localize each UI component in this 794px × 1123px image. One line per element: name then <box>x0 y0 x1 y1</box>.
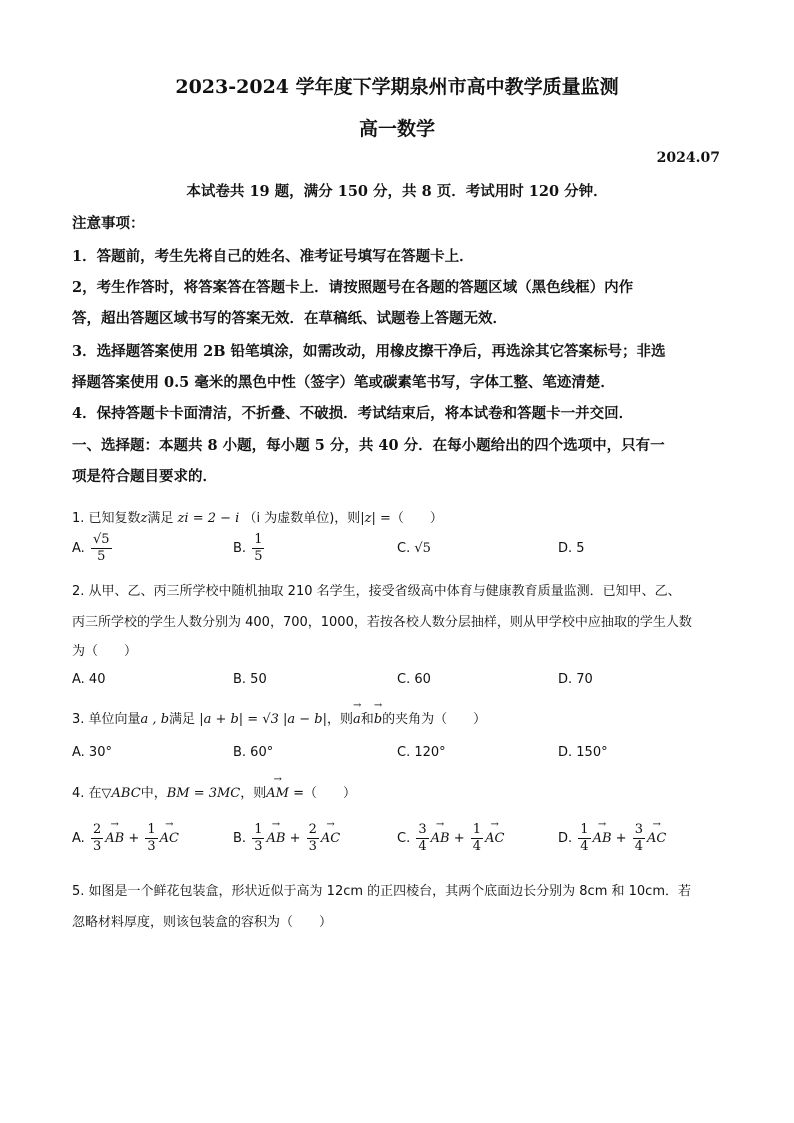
q1-mid: 满足 <box>147 511 174 526</box>
q3-vectors: a , b <box>140 712 170 727</box>
q4-triangle: ▽ABC <box>101 786 141 801</box>
question-5-line-2: 忽略材料厚度，则该包装盒的容积为（ ） <box>72 915 333 930</box>
q4-option-b[interactable] <box>233 822 340 855</box>
frac-numerator: 3 <box>418 822 427 837</box>
frac <box>416 822 428 855</box>
vector-ab: → AB <box>593 831 612 846</box>
q1-option-c[interactable] <box>397 541 431 556</box>
q4-equation: BM = 3MC <box>166 786 241 801</box>
q4-option-a-label: A. <box>72 831 85 846</box>
vector-ac: → AC <box>647 831 666 846</box>
q1-option-a-label: A. <box>72 541 85 556</box>
q2-option-c[interactable]: C. 60 <box>397 672 431 687</box>
question-2-line-3: 为（ ） <box>72 644 138 659</box>
vector-ab: → AB <box>105 831 124 846</box>
frac-denominator: 3 <box>254 839 263 854</box>
frac <box>307 822 319 855</box>
notice-item-4: 4．保持答题卡卡面清洁，不折叠、不破损．考试结束后，将本试卷和答题卡一并交回． <box>72 405 634 422</box>
question-2-line-2: 丙三所学校的学生人数分别为 400，700，1000，若按各校人数分层抽样，则从甲学校中应抽取的学生人数 <box>72 615 692 630</box>
q4-option-d-label: D. <box>558 831 573 846</box>
vector-ac: → AC <box>160 831 179 846</box>
q4-prefix: 4. 在 <box>72 786 102 801</box>
exam-info: 本试卷共 19 题，满分 150 分，共 8 页．考试用时 120 分钟． <box>186 183 608 200</box>
frac-numerator: 1 <box>254 822 263 837</box>
plus: + <box>453 831 465 846</box>
q3-tail: ，则 <box>327 712 354 727</box>
question-5-line-1: 5. 如图是一个鲜花包装盒，形状近似于高为 12cm 的正四棱台，其两个底面边长分别为 8cm 和 10cm．若 <box>72 884 691 899</box>
q4-option-c[interactable] <box>397 822 504 855</box>
notice-heading: 注意事项： <box>72 215 145 232</box>
frac-numerator: 2 <box>92 822 102 837</box>
notice-item-3-line-1: 3．选择题答案使用 2B 铅笔填涂，如需改动，用橡皮擦干净后，再选涂其它答案标号；非选 <box>72 343 666 360</box>
notice-item-1: 1．答题前，考生先将自己的姓名、准考证号填写在答题卡上． <box>72 248 474 265</box>
q3-vector-a: → a <box>353 712 361 727</box>
q1-option-b-frac <box>252 532 264 565</box>
q3-option-a[interactable]: A. 30° <box>72 745 112 760</box>
q1-option-a-frac <box>91 532 112 565</box>
q4-vector-am: → AM <box>266 786 289 801</box>
section-heading-line-1: 一、选择题：本题共 8 小题，每小题 5 分，共 40 分．在每小题给出的四个选项中，只有一 <box>72 437 665 454</box>
q3-vector-b: → b <box>374 712 382 727</box>
frac-denominator: 3 <box>147 839 156 854</box>
q1-paren: （ ） <box>390 511 443 526</box>
exam-title: 2023-2024 学年度下学期泉州市高中教学质量监测 <box>175 76 619 98</box>
q4-option-a[interactable] <box>72 822 179 855</box>
q4-option-b-label: B. <box>233 831 247 846</box>
q1-abs: |z| = <box>360 511 391 526</box>
q4-tail: ，则 <box>240 786 267 801</box>
frac-denominator: 4 <box>634 839 643 854</box>
q2-option-b[interactable]: B. 50 <box>233 672 267 687</box>
frac-numerator: 3 <box>634 822 643 837</box>
notice-item-2-line-1: 2，考生作答时，将答案答在答题卡上．请按照题号在各题的答题区域（黑色线框）内作 <box>72 279 634 296</box>
q3-prefix: 3. 单位向量 <box>72 712 141 727</box>
q1-option-b[interactable] <box>233 532 266 565</box>
q4-mid: 中， <box>140 786 167 801</box>
vector-ac: → AC <box>321 831 340 846</box>
q4-end: =（ ） <box>288 786 357 801</box>
q2-option-d[interactable]: D. 70 <box>558 672 593 687</box>
q3-mid: 满足 <box>169 712 196 727</box>
q1-prefix: 1. 已知复数 <box>72 511 141 526</box>
frac-denominator: 4 <box>472 839 482 854</box>
frac-denominator: 3 <box>92 839 102 854</box>
frac <box>145 822 157 855</box>
frac <box>252 822 264 855</box>
question-1 <box>72 507 732 526</box>
frac <box>471 822 483 855</box>
vector-ac: → AC <box>485 831 504 846</box>
q3-and: 和 <box>360 712 374 727</box>
plus: + <box>128 831 140 846</box>
plus: + <box>289 831 301 846</box>
q3-end: 的夹角为（ ） <box>382 712 487 727</box>
frac-numerator: 1 <box>254 532 263 547</box>
q3-equation: |a + b| = √3 |a − b| <box>199 712 328 727</box>
q1-option-c-label: C. <box>397 541 411 556</box>
frac-numerator: 2 <box>308 822 317 837</box>
q1-note: （i 为虚数单位)，则 <box>243 511 361 526</box>
frac-numerator: 1 <box>147 822 156 837</box>
question-4 <box>72 782 732 801</box>
frac-numerator: 1 <box>580 822 589 837</box>
notice-item-3-line-2: 择题答案使用 0.5 毫米的黑色中性（签字）笔或碳素笔书写，字体工整、笔迹清楚． <box>72 374 615 391</box>
exam-subtitle: 高一数学 <box>358 118 435 140</box>
frac-denominator: 5 <box>254 549 263 564</box>
frac-denominator: 5 <box>97 549 106 564</box>
exam-date: 2024.07 <box>656 150 720 166</box>
q1-equation: zi = 2 − i <box>177 511 240 526</box>
vector-ab: → AB <box>431 831 450 846</box>
frac <box>578 822 590 855</box>
question-2-line-1: 2. 从甲、乙、丙三所学校中随机抽取 210 名学生，接受省级高中体育与健康教育质量监测．已知甲、乙、 <box>72 584 681 599</box>
q4-option-d[interactable] <box>558 822 666 855</box>
notice-item-2-line-2: 答，超出答题区域书写的答案无效．在草稿纸、试题卷上答题无效． <box>72 310 507 327</box>
q2-option-a[interactable]: A. 40 <box>72 672 106 687</box>
section-heading-line-2: 项是符合题目要求的． <box>72 468 217 485</box>
frac <box>91 822 103 855</box>
q1-var-z: z <box>140 511 148 526</box>
frac <box>633 822 645 855</box>
q1-option-b-label: B. <box>233 541 247 556</box>
frac-denominator: 4 <box>418 839 427 854</box>
frac-denominator: 4 <box>580 839 589 854</box>
q3-option-d[interactable]: D. 150° <box>558 745 608 760</box>
q1-option-a[interactable] <box>72 532 114 565</box>
plus: + <box>615 831 627 846</box>
frac-numerator: √5 <box>92 532 110 547</box>
q3-option-b[interactable]: B. 60° <box>233 745 274 760</box>
q3-option-c[interactable]: C. 120° <box>397 745 446 760</box>
vector-ab: → AB <box>266 831 285 846</box>
question-3 <box>72 708 732 727</box>
frac-denominator: 3 <box>308 839 317 854</box>
q1-option-c-value: √5 <box>414 541 431 556</box>
frac-numerator: 1 <box>472 822 482 837</box>
q4-option-c-label: C. <box>397 831 411 846</box>
q1-option-d[interactable]: D. 5 <box>558 541 585 556</box>
